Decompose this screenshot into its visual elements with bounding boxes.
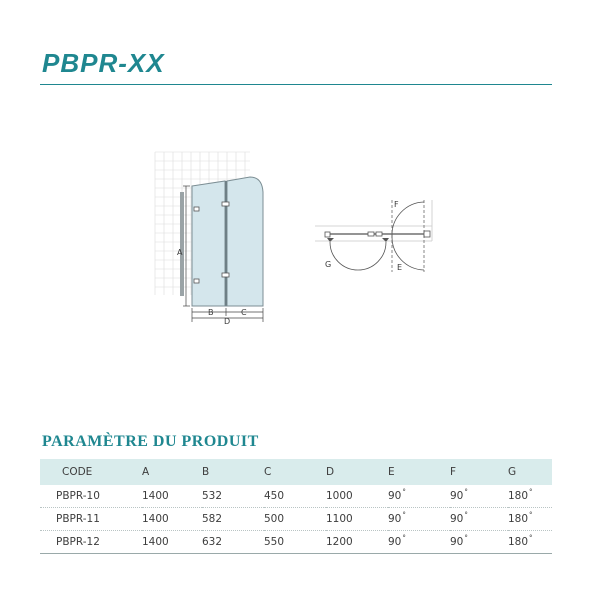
cell-a: 1400 [142, 531, 202, 554]
table-row [40, 485, 552, 508]
label-f: F [394, 200, 399, 209]
cell-a: 1400 [142, 485, 202, 508]
cell-a: 1400 [142, 508, 202, 531]
cell-f: 90° [450, 531, 508, 554]
hinge-icon [194, 279, 199, 283]
top-view [315, 200, 432, 272]
swing-arc-g [330, 242, 386, 270]
hinge-icon [194, 207, 199, 211]
glass-panel-folding [227, 177, 263, 306]
cell-code: PBPR-12 [40, 531, 142, 554]
glass-panel-fixed [192, 181, 225, 306]
label-c: C [241, 308, 247, 317]
table-row [40, 508, 552, 531]
column-header-c: C [264, 459, 326, 485]
label-g: G [325, 260, 332, 269]
column-header-f: F [450, 459, 508, 485]
hinge-icon [222, 273, 229, 277]
cell-b: 532 [202, 485, 264, 508]
label-b: B [208, 308, 214, 317]
cell-f: 90° [450, 485, 508, 508]
cell-g: 180° [508, 485, 552, 508]
cell-code: PBPR-11 [40, 508, 142, 531]
wall-profile [180, 192, 184, 296]
label-d: D [224, 317, 231, 326]
section-heading: PARAMÈTRE DU PRODUIT [42, 433, 259, 450]
product-parameters-table [40, 459, 552, 554]
cell-d: 1200 [326, 531, 388, 554]
column-header-b: B [202, 459, 264, 485]
cell-b: 632 [202, 531, 264, 554]
column-header-code: CODE [40, 459, 142, 485]
label-a: A [177, 248, 183, 257]
cell-f: 90° [450, 508, 508, 531]
cell-b: 582 [202, 508, 264, 531]
cell-g: 180° [508, 531, 552, 554]
dimension-a [183, 186, 190, 306]
column-header-e: E [388, 459, 450, 485]
cell-c: 450 [264, 485, 326, 508]
cell-code: PBPR-10 [40, 485, 142, 508]
cell-d: 1000 [326, 485, 388, 508]
glass-panels [192, 177, 263, 306]
table-row [40, 531, 552, 554]
cell-d: 1100 [326, 508, 388, 531]
column-header-d: D [326, 459, 388, 485]
cell-c: 550 [264, 531, 326, 554]
label-e: E [397, 263, 403, 272]
column-header-a: A [142, 459, 202, 485]
cell-g: 180° [508, 508, 552, 531]
table-header-row [40, 459, 552, 485]
cell-c: 500 [264, 508, 326, 531]
cell-e: 90° [388, 531, 450, 554]
cell-e: 90° [388, 485, 450, 508]
page-title: PBPR-XX [42, 48, 165, 78]
cell-e: 90° [388, 508, 450, 531]
hinge-icon [222, 202, 229, 206]
column-header-g: G [508, 459, 552, 485]
